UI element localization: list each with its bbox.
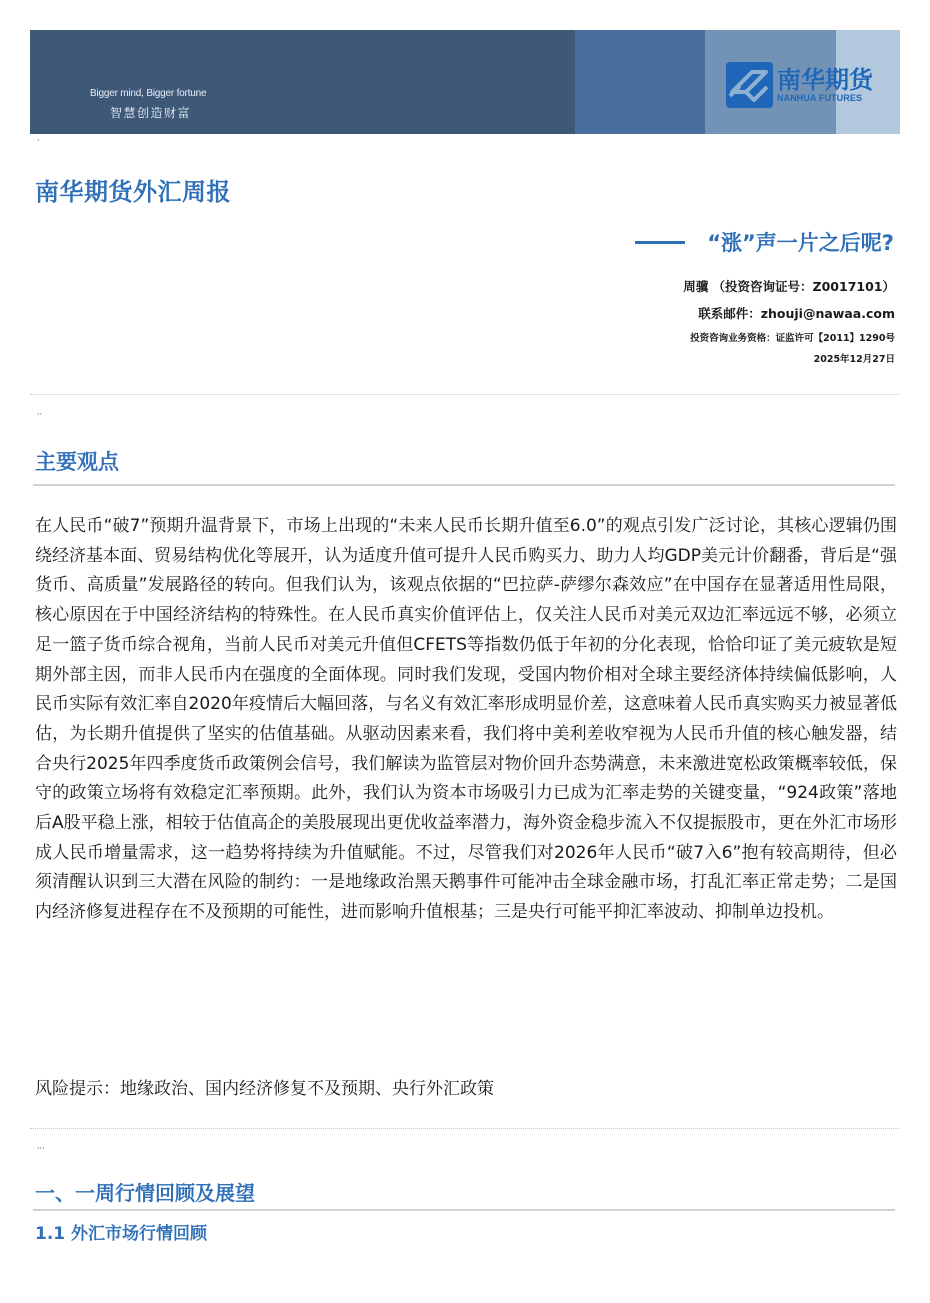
subsection-heading-fx-review: 1.1 外汇市场行情回顾 [35, 1224, 208, 1244]
banner-dark-panel [30, 30, 575, 134]
slogan-english: Bigger mind, Bigger fortune [90, 88, 207, 99]
key-points-heading: 主要观点 [35, 450, 119, 474]
section-divider [33, 484, 895, 486]
logo-chinese-name: 南华期货 [777, 65, 873, 94]
risk-warning: 风险提示：地缘政治、国内经济修复不及预期、央行外汇政策 [35, 1079, 494, 1099]
author-email[interactable]: 联系邮件：zhouji@nawaa.com [698, 306, 895, 321]
report-subtitle [635, 227, 894, 257]
dotted-divider [30, 1128, 900, 1129]
report-title: 南华期货外汇周报 [35, 178, 231, 206]
paragraph-marker: ·· [37, 410, 43, 419]
section-divider [33, 1209, 895, 1211]
key-points-body: 在人民币“破7”预期升温背景下，市场上出现的“未来人民币长期升值至6.0”的观点引发广泛讨论，其核心逻辑仍围绕经济基本面、贸易结构优化等展开，认为适度升值可提升人民币购买力、助力人均GDP美元计价翻番，背后是“强货币、高质量”发展路径的转向。但我们认为，该观点依据的“巴拉萨-萨缪尔森效应”在中国存在显著适用性局限，核心原因在于中国经济结构的特殊性。在人民币真实价值评估上，仅关注人民币对美元双边汇率远远不够，必须立足一篮子货币综合视角，当前人民币对美元升值但CFETS等指数仍低于年初的分化表现，恰恰印证了美元疲软是短期外部主因，而非人民币内在强度的全面体现。同时我们发现，受国内物价相对全球主要经济体持续偏低影响，人民币实际有效汇率自2020年疫情后大幅回落，与名义有效汇率形成明显价差，这意味着人民币真实购买力被显著低估，为长期升值提供了坚实的估值基础。从驱动因素来看，我们将中美利差收窄视为人民币升值的核心触发器，结合央行2025年四季度货币政策例会信号，我们解读为监管层对物价回升态势满意，未来激进宽松政策概率较低，保守的政策立场将有效稳定汇率预期。此外，我们认为资本市场吸引力已成为汇率走势的关键变量，“924政策”落地后A股平稳上涨，相较于估值高企的美股展现出更优收益率潜力，海外资金稳步流入不仅提振股市，更在外汇市场形成人民币增量需求，这一趋势将持续为升值赋能。不过，尽管我们对2026年人民币“破7入6”抱有较高期待，但必须清醒认识到三大潜在风险的制约：一是地缘政治黑天鹅事件可能冲击全球金融市场，打乱汇率正常走势；二是国内经济修复进程存在不及预期的可能性，进而影响升值根基；三是央行可能平抑汇率波动、抑制单边投机。 [35, 516, 897, 923]
slogan-chinese: 智慧创造财富 [110, 106, 192, 120]
subtitle-dash [635, 241, 685, 244]
banner-mid-panel [575, 30, 705, 134]
nanhua-logo-icon [726, 62, 773, 108]
paragraph-marker: · [37, 136, 40, 145]
subtitle-text: “涨”声一片之后呢? [707, 231, 894, 255]
company-logo [726, 62, 873, 108]
author-name: 周骥 （投资咨询证号：Z0017101） [683, 279, 895, 294]
author-info [683, 279, 895, 366]
section-heading-weekly-review: 一、一周行情回顾及展望 [35, 1181, 255, 1205]
dotted-divider [30, 394, 900, 395]
license-info: 投资咨询业务资格：证监许可【2011】1290号 [690, 333, 895, 344]
logo-english-name: NANHUA FUTURES [777, 92, 863, 103]
report-date: 2025年12月27日 [813, 354, 895, 365]
paragraph-marker: ··· [37, 1144, 45, 1153]
